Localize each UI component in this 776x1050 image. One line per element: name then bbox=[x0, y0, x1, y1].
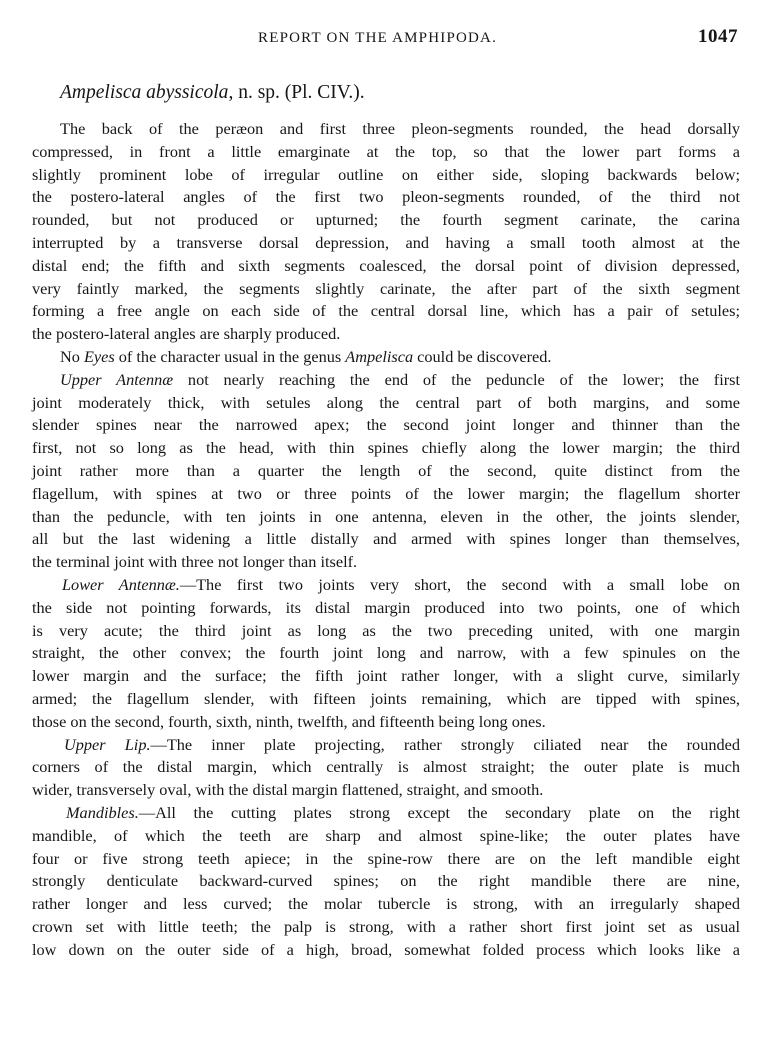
text-line: strongly denticulate backward-curved spines; on the right mandible there are nine, bbox=[32, 871, 740, 891]
text-line: armed; the flagellum slender, with fifteen joints remaining, which are tipped with spines, bbox=[32, 688, 740, 708]
text-line: very faintly marked, the segments slightly carinate, the after part of the sixth segment bbox=[32, 278, 740, 298]
text-line: lower margin and the surface; the fifth joint rather longer, with a slight curve, similarly bbox=[32, 666, 740, 686]
text-line: the side not pointing forwards, its distal margin produced into two points, one of which bbox=[32, 597, 740, 617]
text-line: the terminal joint with three not longer than itself. bbox=[32, 552, 358, 572]
text-line: compressed, in front a little emarginate at the top, so that the lower part forms a bbox=[32, 141, 740, 161]
text-line: wider, transversely oval, with the distal margin flattened, straight, and smooth. bbox=[32, 780, 544, 800]
text-line: joint rather more than a quarter the length of the second, quite distinct from the bbox=[32, 460, 740, 480]
eyes-lead: No bbox=[60, 346, 84, 366]
upper-antennae-heading: Upper Antennæ bbox=[60, 369, 174, 389]
paragraph-upper-lip bbox=[32, 734, 740, 802]
text-line: slender spines near the narrowed apex; the second joint longer and thinner than the bbox=[32, 415, 740, 435]
text-line bbox=[32, 734, 740, 757]
lower-antennae-text: —The first two joints very short, the second with a small lobe on bbox=[179, 574, 740, 594]
mandibles-text: —All the cutting plates strong except the secondary plate on the right bbox=[138, 802, 740, 822]
upper-lip-heading: Upper Lip. bbox=[64, 734, 151, 754]
running-head: REPORT ON THE AMPHIPODA. bbox=[258, 30, 498, 46]
text-line: rounded, but not produced or upturned; the fourth segment carinate, the carina bbox=[32, 210, 740, 230]
text-line: rather longer and less curved; the molar tubercle is strong, with an irregularly shaped bbox=[32, 894, 740, 914]
text-line: The back of the peræon and first three pleon-segments rounded, the head dorsally bbox=[60, 119, 740, 138]
body-text bbox=[32, 118, 740, 961]
text-line: forming a free angle on each side of the central dorsal line, which has a pair of setules; bbox=[32, 301, 740, 321]
text-line: those on the second, fourth, sixth, ninth, twelfth, and fifteenth being long ones. bbox=[32, 711, 546, 731]
text-line: first, not so long as the head, with thin spines chiefly along the lower margin; the third bbox=[32, 438, 740, 458]
eyes-heading: Eyes bbox=[83, 346, 115, 366]
text-line bbox=[32, 574, 740, 597]
upper-antennae-text: not nearly reaching the end of the peduncle of the lower; the first bbox=[173, 369, 740, 389]
text-line: joint moderately thick, with setules along the central part of both margins, and some bbox=[32, 392, 740, 412]
text-line: the postero-lateral angles are sharply produced. bbox=[32, 324, 341, 344]
text-line: crown set with little teeth; the palp is strong, with a rather short first joint set as usual bbox=[32, 916, 740, 936]
text-line: the postero-lateral angles of the first two pleon-segments rounded, of the third not bbox=[32, 187, 740, 207]
page-number: 1047 bbox=[698, 26, 738, 47]
paragraph-upper-antennae bbox=[32, 369, 740, 574]
eyes-text-a: of the character usual in the genus bbox=[114, 346, 346, 366]
species-title-suffix: , n. sp. (Pl. CIV.). bbox=[228, 82, 365, 103]
text-line: is very acute; the third joint as long as the two preceding united, with one margin bbox=[32, 620, 740, 640]
text-line: than the peduncle, with ten joints in one antenna, eleven in the other, the joints slender, bbox=[32, 506, 740, 526]
text-line: four or five strong teeth apiece; in the spine-row there are on the left mandible eight bbox=[32, 848, 740, 868]
eyes-text-b: could be discovered. bbox=[413, 346, 552, 366]
text-line bbox=[32, 802, 740, 825]
text-line: distal end; the fifth and sixth segments coalesced, the dorsal point of division depressed, bbox=[32, 255, 740, 275]
genus-name: Ampelisca bbox=[345, 346, 414, 366]
mandibles-heading: Mandibles. bbox=[66, 802, 139, 822]
species-name: Ampelisca abyssicola bbox=[60, 82, 229, 103]
paragraph-eyes bbox=[32, 346, 740, 369]
text-line: interrupted by a transverse dorsal depression, and having a small tooth almost at the bbox=[32, 232, 740, 252]
text-line bbox=[32, 369, 740, 392]
text-line: all but the last widening a little distally and armed with spines longer than themselves, bbox=[32, 529, 740, 549]
text-line: flagellum, with spines at two or three points of the lower margin; the flagellum shorter bbox=[32, 483, 740, 503]
species-title bbox=[60, 82, 365, 104]
text-line: mandible, of which the teeth are sharp and almost spine-like; the outer plates have bbox=[32, 825, 740, 845]
upper-lip-text: —The inner plate projecting, rather strongly ciliated near the rounded bbox=[150, 734, 740, 754]
paragraph-mandibles bbox=[32, 802, 740, 962]
paragraph-body-description bbox=[32, 118, 740, 346]
text-line: low down on the outer side of a high, broad, somewhat folded process which looks like a bbox=[32, 939, 740, 959]
text-line bbox=[32, 346, 740, 369]
paragraph-lower-antennae bbox=[32, 574, 740, 734]
text-line: corners of the distal margin, which centrally is almost straight; the outer plate is much bbox=[32, 757, 740, 777]
text-line: slightly prominent lobe of irregular outline on either side, sloping backwards below; bbox=[32, 164, 740, 184]
text-line: straight, the other convex; the fourth joint long and narrow, with a few spinules on the bbox=[32, 643, 740, 663]
lower-antennae-heading: Lower Antennæ. bbox=[62, 574, 180, 594]
